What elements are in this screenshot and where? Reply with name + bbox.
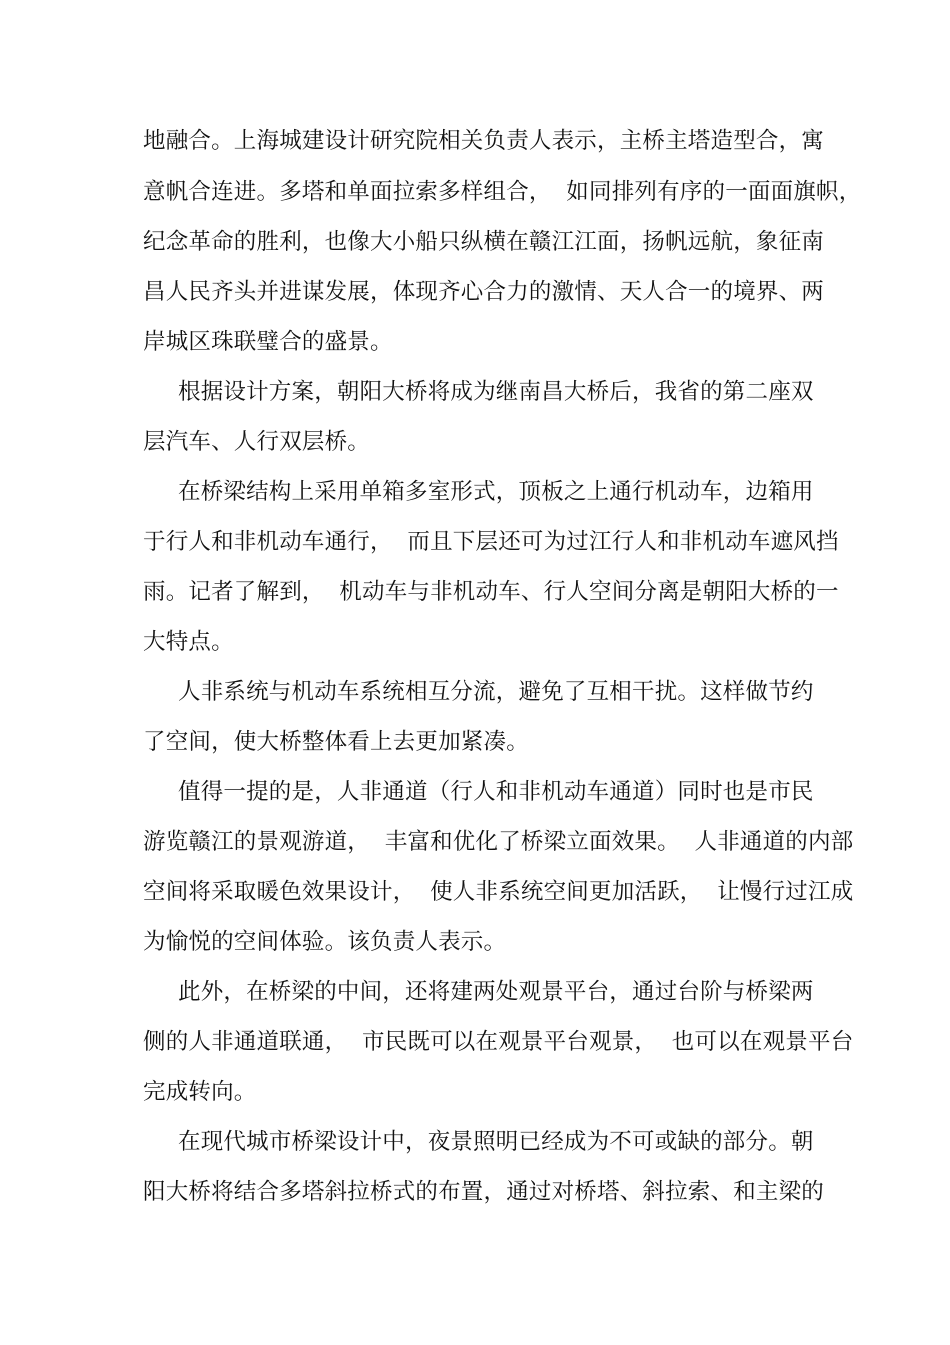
text-line: 层汽车、人行双层桥。 (143, 429, 371, 455)
text-line: 大特点。 (143, 629, 234, 655)
text-line: 地融合。上海城建设计研究院相关负责人表示，主桥主塔造型合，寓 (143, 128, 825, 154)
text-line: 为愉悦的空间体验。该负责人表示。 (143, 929, 507, 955)
text-line: 游览赣江的景观游道， 丰富和优化了桥梁立面效果。 人非通道的内部 (143, 829, 854, 855)
paragraph-first-line: 在桥梁结构上采用单箱多室形式，顶板之上通行机动车，边箱用 (178, 479, 814, 505)
paragraph-first-line: 值得一提的是，人非通道（行人和非机动车通道）同时也是市民 (178, 779, 814, 805)
text-line: 侧的人非通道联通， 市民既可以在观景平台观景， 也可以在观景平台 (143, 1029, 854, 1055)
text-line: 岸城区珠联璧合的盛景。 (143, 329, 393, 355)
text-line: 纪念革命的胜利，也像大小船只纵横在赣江江面，扬帆远航，象征南 (143, 229, 825, 255)
text-line: 了空间，使大桥整体看上去更加紧凑。 (143, 729, 529, 755)
text-line: 阳大桥将结合多塔斜拉桥式的布置，通过对桥塔、斜拉索、和主梁的 (143, 1179, 825, 1205)
paragraph-first-line: 人非系统与机动车系统相互分流，避免了互相干扰。这样做节约 (178, 679, 814, 705)
paragraph-first-line: 在现代城市桥梁设计中，夜景照明已经成为不可或缺的部分。朝 (178, 1129, 814, 1155)
text-line: 昌人民齐头并进谋发展，体现齐心合力的激情、天人合一的境界、两 (143, 279, 825, 305)
text-line: 雨。记者了解到， 机动车与非机动车、行人空间分离是朝阳大桥的一 (143, 579, 839, 605)
text-line: 空间将采取暖色效果设计， 使人非系统空间更加活跃， 让慢行过江成 (143, 879, 854, 905)
paragraph-first-line: 根据设计方案，朝阳大桥将成为继南昌大桥后，我省的第二座双 (178, 379, 814, 405)
text-line: 意帆合连进。多塔和单面拉索多样组合， 如同排列有序的一面面旗帜， (143, 179, 862, 205)
text-line: 于行人和非机动车通行， 而且下层还可为过江行人和非机动车遮风挡 (143, 529, 839, 555)
text-line: 完成转向。 (143, 1079, 257, 1105)
paragraph-first-line: 此外，在桥梁的中间，还将建两处观景平台，通过台阶与桥梁两 (178, 979, 814, 1005)
